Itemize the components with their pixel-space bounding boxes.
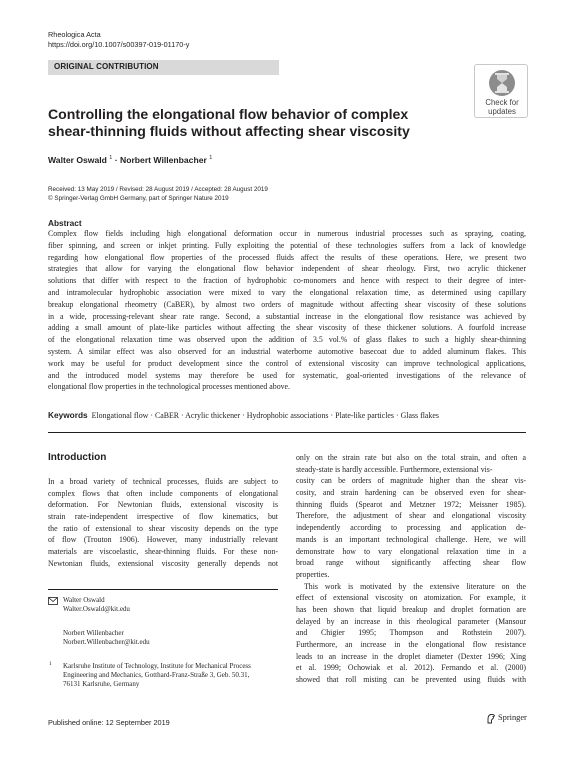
publisher-name: Springer xyxy=(498,713,527,722)
keywords xyxy=(48,410,526,420)
affiliation-line: Engineering and Mechanics, Gotthard-Franz-Straße 3, Geb. 50.31, xyxy=(63,671,250,679)
body-line: independently according to processing and application de- xyxy=(296,523,526,533)
author-separator: · xyxy=(112,155,120,165)
body-line: mands is an important technological challenge. Here, we will xyxy=(296,534,526,544)
article-type-banner xyxy=(48,60,279,75)
article-dates xyxy=(48,186,268,203)
contact-name: Norbert Willenbacher xyxy=(63,629,124,637)
author-name[interactable]: Walter Oswald xyxy=(48,155,107,165)
body-line: steady-state is hardly accessible. Furthermore, extensional vis- xyxy=(296,464,493,474)
doi-link[interactable]: https://doi.org/10.1007/s00397-019-01170-y xyxy=(48,40,190,49)
author-name[interactable]: Norbert Willenbacher xyxy=(120,155,207,165)
body-line: materials are viscoelastic, shear-thinning fluids. For these non- xyxy=(48,547,278,557)
section-divider xyxy=(48,432,526,433)
affiliation-line: 76131 Karlsruhe, Germany xyxy=(63,680,140,688)
body-line: delayed by an increase in this rheological parameter (Mansour xyxy=(296,616,526,626)
contact-email[interactable]: Walter.Oswald@kit.edu xyxy=(63,605,130,613)
abstract-heading: Abstract xyxy=(48,218,82,228)
body-line: Newtonian fluids, extensional viscosity generally depends not xyxy=(48,558,278,568)
body-line: In a broad variety of technical processes, fluids are subject to xyxy=(48,477,278,486)
right-column-text xyxy=(296,452,526,686)
article-title xyxy=(48,106,448,140)
body-line: of flow (Trouton 1906). However, many industrially relevant xyxy=(48,535,278,545)
copyright-notice: © Springer-Verlag GmbH Germany, part of Springer Nature 2019 xyxy=(48,194,229,202)
keywords-label: Keywords xyxy=(48,410,88,420)
abstract-line: fiber spinning, and screen or inkjet printing. Fully exploiting the potential of these technologies suffers from a lack of knowledge xyxy=(48,240,526,250)
abstract-line: Complex flow fields including high elongational deformation occur in numerous industrial processes such as spraying, coating, xyxy=(48,229,526,238)
body-line: cosity can be orders of magnitude higher than the shear vis- xyxy=(296,476,526,486)
abstract-line: and intramolecular hydrophobic association were mixed to vary the elongational relaxation time, as determined using capillary xyxy=(48,287,526,297)
envelope-icon xyxy=(48,597,58,605)
check-for-updates-label: Check for xyxy=(485,98,519,107)
body-line: cosity, and strain hardening can be observed even for shear- xyxy=(296,488,526,498)
title-line: Controlling the elongational flow behavior of complex xyxy=(48,106,409,122)
body-line: deformation. For Newtonian fluids, extensional viscosity is xyxy=(48,500,278,510)
body-line: broad range without significantly affecting shear flow xyxy=(296,558,526,568)
introduction-heading: Introduction xyxy=(48,452,107,463)
body-line: the ratio of extensional to shear viscosity depends on the type xyxy=(48,523,278,533)
springer-horse-icon xyxy=(486,713,496,724)
body-line: only on the strain rate but also on the total strain, and often a xyxy=(296,453,526,462)
article-type-label: ORIGINAL CONTRIBUTION xyxy=(54,62,159,71)
author-list xyxy=(48,155,212,165)
abstract-body xyxy=(48,228,526,393)
check-for-updates-button[interactable] xyxy=(474,64,528,118)
abstract-line: solutions that differ with respect to the fraction of hydrophobic co-monomers and hence with respect to their degree of inter- xyxy=(48,276,526,286)
journal-name: Rheologica Acta xyxy=(48,30,101,39)
abstract-line: breakup elongational rheometry (CaBER), by almost two orders of magnitude without affecting shear viscosity of these solutions xyxy=(48,299,526,309)
abstract-line: elongational flow properties in the technological processes mentioned above. xyxy=(48,382,290,392)
body-line: demonstrate how to vary elongational relaxation time in a xyxy=(296,546,526,556)
title-line: shear-thinning fluids without affecting shear viscosity xyxy=(48,123,410,139)
abstract-line: of the elongational relaxation time was observed upon the addition of 3.5 vol.% of glass flakes to such a highly shear-thinning xyxy=(48,335,526,345)
keywords-list: Elongational flow · CaBER · Acrylic thickener · Hydrophobic associations · Plate-like particles · Glass flakes xyxy=(91,411,439,420)
body-line: Furthermore, an increase in the elongational flow resistance xyxy=(296,640,526,649)
affiliation-marker: 1 xyxy=(109,155,113,161)
abstract-line: adding a small amount of plate-like particles without affecting the shear viscosity of these thickener solutions. A fourfold increase xyxy=(48,323,526,333)
body-line: showed that roll misting can be prevented using fluids with xyxy=(296,675,526,685)
affiliation-line: Karlsruhe Institute of Technology, Institute for Mechanical Process xyxy=(63,662,251,670)
body-line: properties. xyxy=(296,569,330,579)
affiliation-marker: 1 xyxy=(209,155,213,161)
contact-email[interactable]: Norbert.Willenbacher@kit.edu xyxy=(63,638,150,646)
body-line: effect of extensional viscosity on atomization. For example, it xyxy=(296,593,526,603)
body-line: strain rate-independent irrespective of flow kinematics, but xyxy=(48,512,278,522)
body-line: thinning fluids (Spearot and Metzner 1972; Meissner 1985). xyxy=(296,499,526,509)
publisher-logo xyxy=(486,712,530,726)
history-dates: Received: 13 May 2019 / Revised: 28 August 2019 / Accepted: 28 August 2019 xyxy=(48,186,268,193)
abstract-line: strategies that allow for varying the elongational flow behavior independent of shear rheology. First, two acrylic thickener xyxy=(48,264,526,274)
body-line: This work is motivated by the extensive literature on the xyxy=(304,581,526,591)
body-line: complex flows that often include components of elongational xyxy=(48,488,278,498)
abstract-line: regarding how elongational flow properties of the processed fluids affect the results of these operations. Here, we present two xyxy=(48,252,526,262)
abstract-line: work may be useful for product development since the control of extensional viscosity can improve technological applications, xyxy=(48,358,526,368)
contact-name: Walter Oswald xyxy=(63,596,105,604)
check-for-updates-label-2: updates xyxy=(488,107,516,116)
affiliation-number: 1 xyxy=(49,661,52,667)
body-line: et al. 1999; Ochowiak et al. 2012). Fernando et al. (2000) xyxy=(296,663,526,673)
abstract-line: system. A similar effect was also observed for an industrial waterborne automotive basecoat due to added aluminum flakes. This xyxy=(48,346,526,356)
body-line: has been shown that liquid breakup and droplet formation are xyxy=(296,604,526,614)
footnote-divider xyxy=(48,589,278,590)
body-line: Therefore, the adjustment of shear and elongational viscosity xyxy=(296,511,526,521)
check-for-updates-icon xyxy=(488,69,516,97)
published-date: Published online: 12 September 2019 xyxy=(48,718,170,727)
abstract-line: in a wide, processing-relevant shear rate range. Second, a substantial increase in the elongational flow resistance was achieved by xyxy=(48,311,526,321)
abstract-line: and the introduced model systems may therefore be used for systematic, goal-oriented investigations of the relevance of xyxy=(48,370,526,380)
body-line: leads to an increase in the droplet diameter (Dexter 1996; Xing xyxy=(296,651,526,661)
left-column-text xyxy=(48,476,278,570)
body-line: and Chigier 1995; Thompson and Rothstein 2007). xyxy=(296,628,526,638)
